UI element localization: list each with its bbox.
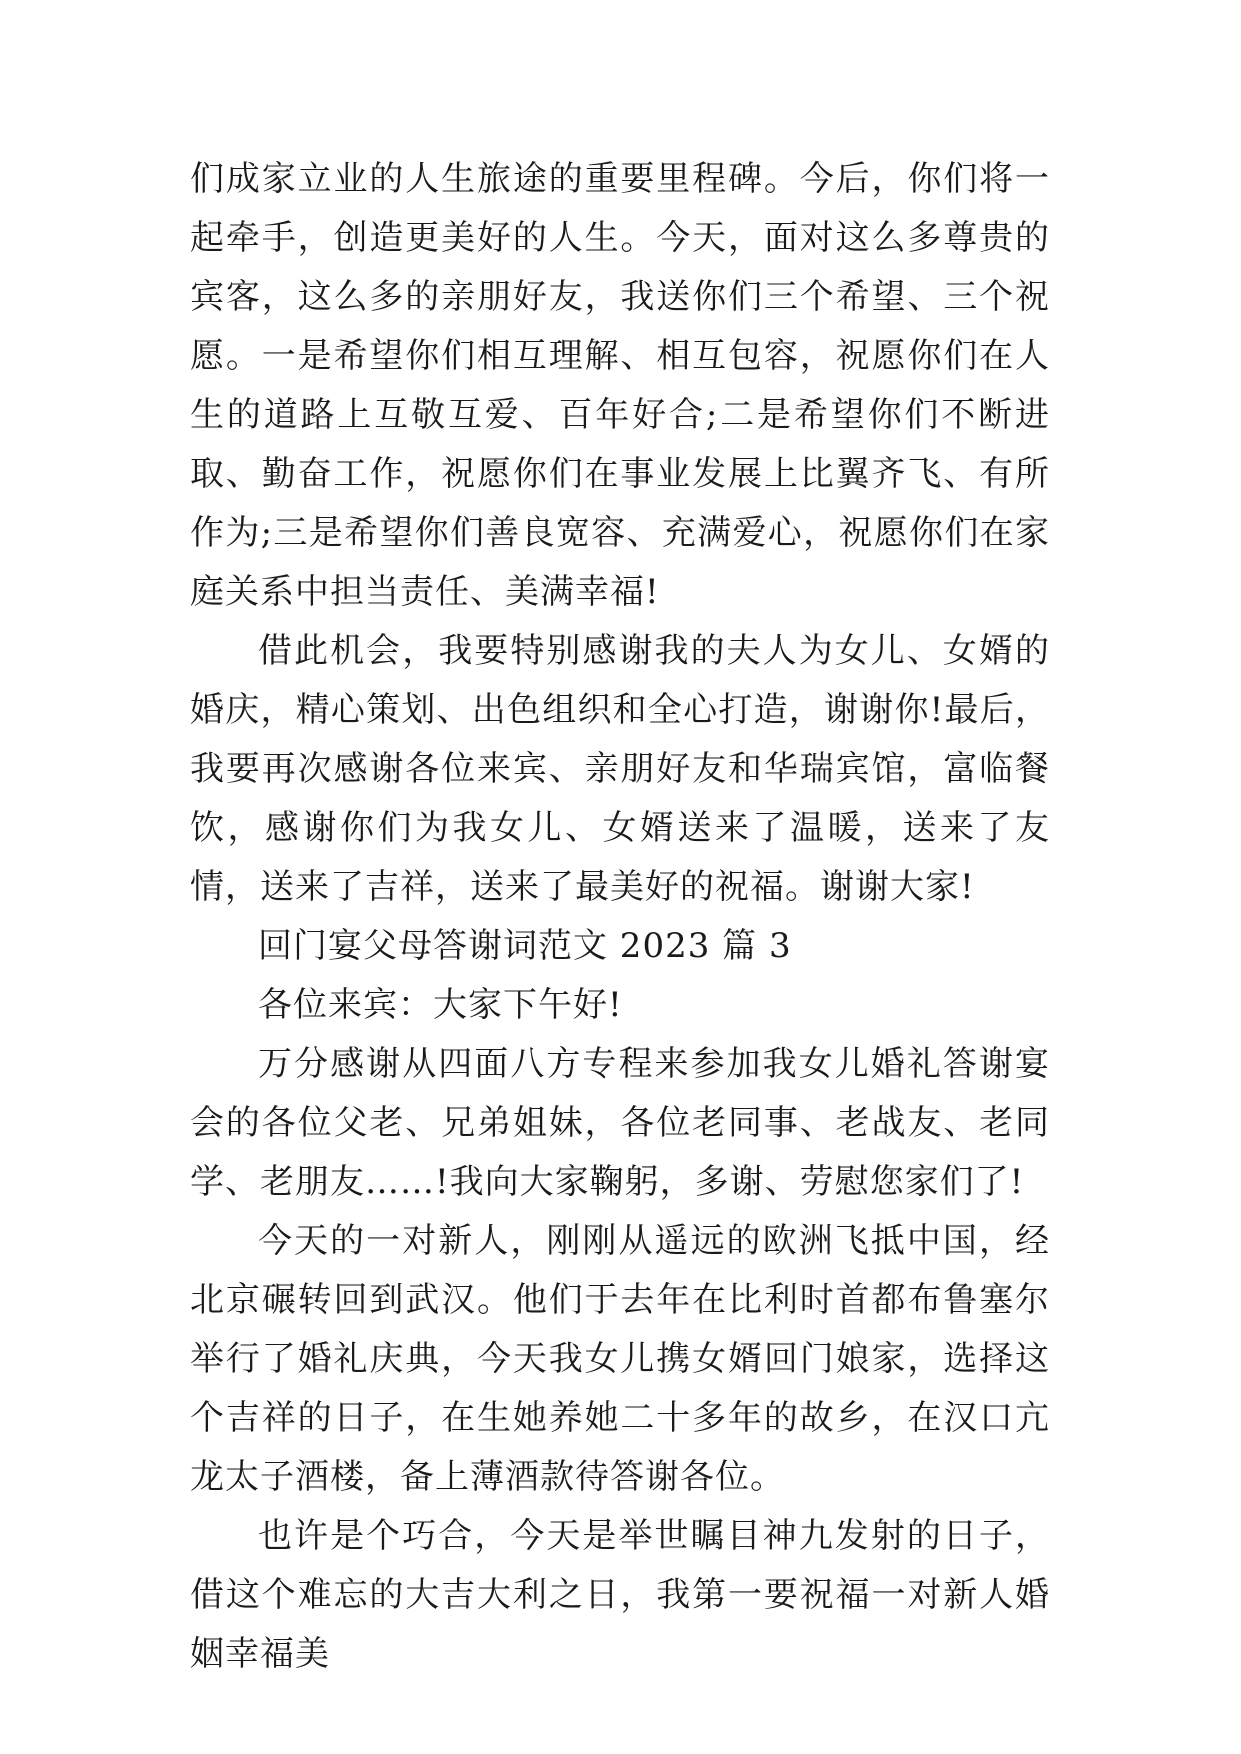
paragraph-blessing: 也许是个巧合，今天是举世瞩目神九发射的日子，借这个难忘的大吉大利之日，我第一要祝福一对新人婚姻幸福美 xyxy=(190,1516,1050,1674)
paragraph-continuation: 们成家立业的人生旅途的重要里程碑。今后，你们将一起牵手，创造更美好的人生。今天，面对这么多尊贵的宾客，这么多的亲朋好友，我送你们三个希望、三个祝愿。一是希望你们相互理解、相互包容，祝愿你们在人生的道路上互敬互爱、百年好合;二是希望你们不断进取、勤奋工作，祝愿你们在事业发展上比翼齐飞、有所作为;三是希望你们善良宽容、充满爱心，祝愿你们在家庭关系中担当责任、美满幸福! xyxy=(190,159,1050,612)
paragraph-gratitude: 万分感谢从四面八方专程来参加我女儿婚礼答谢宴会的各位父老、兄弟姐妹，各位老同事、老战友、老同学、老朋友……!我向大家鞠躬，多谢、劳慰您家们了! xyxy=(190,1044,1050,1202)
paragraph-newlyweds: 今天的一对新人，刚刚从遥远的欧洲飞抵中国，经北京碾转回到武汉。他们于去年在比利时首都布鲁塞尔举行了婚礼庆典，今天我女儿携女婿回门娘家，选择这个吉祥的日子，在生她养她二十多年的故乡，在汉口亢龙太子酒楼，备上薄酒款待答谢各位。 xyxy=(190,1221,1050,1497)
paragraph-greeting: 各位来宾：大家下午好! xyxy=(258,985,623,1025)
paragraph-thanks: 借此机会，我要特别感谢我的夫人为女儿、女婿的婚庆，精心策划、出色组织和全心打造，谢谢你!最后，我要再次感谢各位来宾、亲朋好友和华瑞宾馆，富临餐饮，感谢你们为我女儿、女婿送来了温暖，送来了友情，送来了吉祥，送来了最美好的祝福。谢谢大家! xyxy=(190,631,1050,907)
document-body xyxy=(190,150,1050,1684)
section-heading: 回门宴父母答谢词范文 2023 篇 3 xyxy=(258,926,792,966)
